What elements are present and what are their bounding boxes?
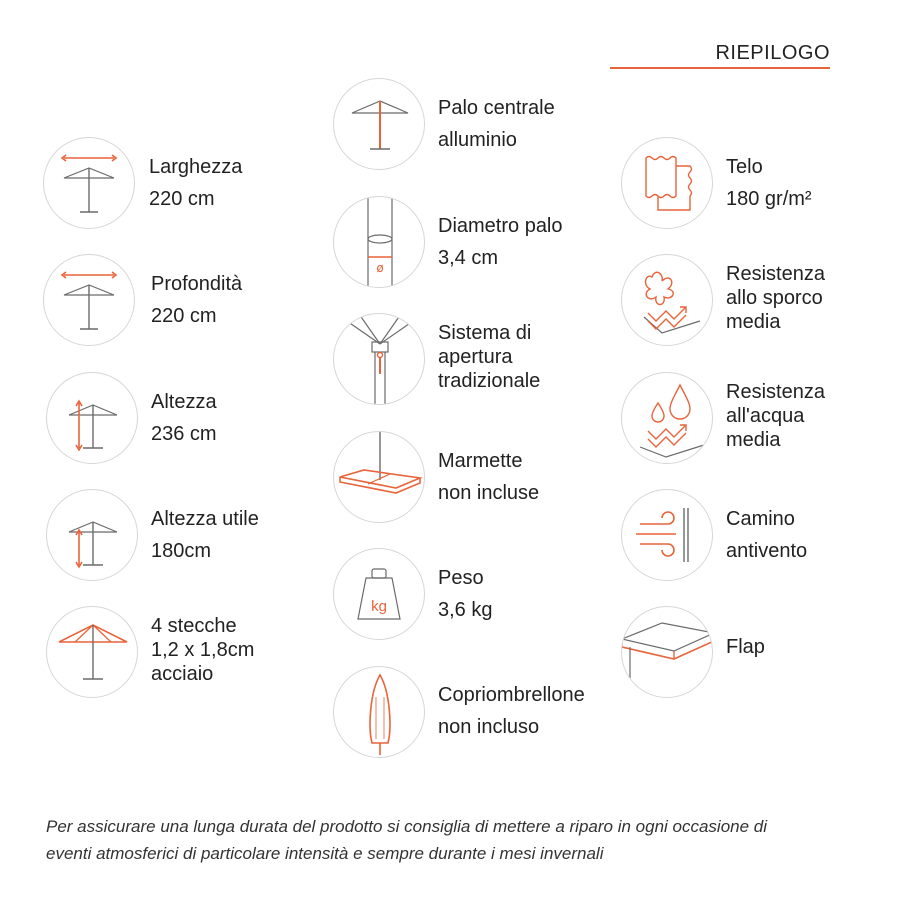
spec-text (438, 321, 540, 393)
page-title: RIEPILOGO (715, 42, 830, 64)
spec-value: media (726, 311, 781, 333)
spec-value: 180 gr/m² (726, 188, 812, 210)
umbrella-cover-icon (333, 666, 425, 758)
spec-label: Larghezza (149, 156, 243, 178)
spec-label: Palo centrale (438, 97, 555, 119)
spec-label: 4 stecche (151, 615, 237, 637)
spec-text (726, 151, 812, 215)
spec-value: 3,4 cm (438, 247, 499, 269)
spec-label: Resistenza (726, 263, 825, 285)
central-pole-icon (333, 78, 425, 170)
spec-text (149, 151, 242, 215)
base-tiles-icon (333, 431, 425, 523)
spec-text (438, 210, 563, 274)
care-note-line: eventi atmosferici di particolare intensità e sempre durante i mesi invernali (46, 844, 604, 863)
care-note (46, 813, 866, 867)
spec-value: 236 cm (151, 423, 217, 445)
care-note-line: Per assicurare una lunga durata del prodotto si consiglia di mettere a riparo in ogni occasione di (46, 817, 768, 836)
spec-label: Peso (438, 567, 484, 589)
spec-label: Altezza utile (151, 508, 259, 530)
spec-text (151, 386, 217, 450)
spec-value: media (726, 429, 781, 451)
opening-system-icon (333, 313, 425, 405)
spec-value: non incluse (438, 482, 540, 504)
spec-value: allo sporco (726, 287, 823, 309)
spec-text (438, 445, 539, 509)
umbrella-height-icon (46, 372, 138, 464)
spec-text (151, 614, 254, 686)
umbrella-width-icon (43, 137, 135, 229)
spec-text (438, 92, 555, 156)
umbrella-ribs-icon (46, 606, 138, 698)
svg-text:ø: ø (376, 261, 384, 275)
spec-label: Sistema di (438, 322, 532, 344)
pole-diameter-icon (333, 196, 425, 288)
spec-text (726, 262, 825, 334)
spec-value: non incluso (438, 716, 540, 738)
spec-label: Resistenza (726, 381, 825, 403)
umbrella-usable-height-icon (46, 489, 138, 581)
spec-text (438, 679, 585, 743)
spec-label: Altezza (151, 391, 217, 413)
wind-vent-icon (621, 489, 713, 581)
weight-unit-label: kg (371, 598, 387, 615)
spec-text (151, 503, 259, 567)
spec-value: alluminio (438, 129, 517, 151)
spec-value: 180cm (151, 540, 212, 562)
spec-label: Copriombrellone (438, 684, 585, 706)
spec-value: 1,2 x 1,8cm (151, 639, 255, 661)
weight-icon (333, 548, 425, 640)
water-resistance-icon (621, 372, 713, 464)
spec-text (438, 562, 492, 626)
dirt-resistance-icon (621, 254, 713, 346)
title-underline (610, 67, 830, 69)
fabric-icon (621, 137, 713, 229)
spec-label: Diametro palo (438, 215, 563, 237)
spec-value: tradizionale (438, 370, 541, 392)
spec-text (726, 631, 765, 663)
spec-label: Profondità (151, 273, 243, 295)
spec-text (151, 268, 242, 332)
spec-label: Marmette (438, 450, 523, 472)
spec-value: antivento (726, 540, 808, 562)
spec-text (726, 380, 825, 452)
spec-value: 3,6 kg (438, 599, 493, 621)
spec-label: Camino (726, 508, 795, 530)
spec-value: 220 cm (149, 188, 215, 210)
spec-value: all'acqua (726, 405, 805, 427)
spec-value: acciaio (151, 663, 214, 685)
spec-label: Telo (726, 156, 763, 178)
spec-label: Flap (726, 636, 765, 658)
spec-value: 220 cm (151, 305, 217, 327)
spec-text (726, 503, 807, 567)
flap-icon (621, 606, 713, 698)
umbrella-depth-icon (43, 254, 135, 346)
spec-value: apertura (438, 346, 513, 368)
